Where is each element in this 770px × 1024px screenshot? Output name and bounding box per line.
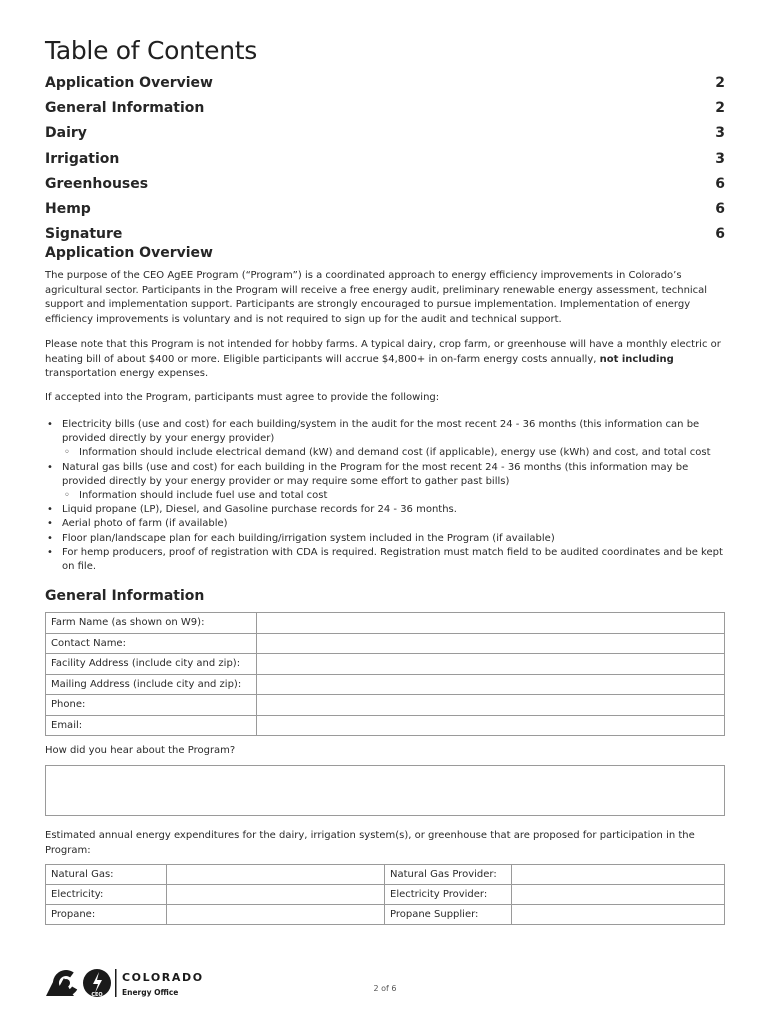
mailing-address-field[interactable] [257,674,725,695]
contact-name-field[interactable] [257,633,725,654]
sub-list-item: ◦ Information should include fuel use and total cost [62,489,730,503]
requirements-list [45,418,730,574]
natural-gas-cost-field[interactable] [167,865,385,885]
natural-gas-provider-field[interactable] [512,865,725,885]
section-heading-overview: Application Overview [45,245,213,261]
toc-entry-page: 6 [715,226,725,243]
table-row [46,695,725,716]
logo-subtitle: Energy Office [122,988,179,997]
propane-cost-field[interactable] [167,905,385,925]
toc-entry[interactable] [45,222,725,247]
field-label: Farm Name (as shown on W9): [46,613,257,634]
table-row [46,865,725,885]
table-row [46,633,725,654]
badge-label: CEO [91,992,103,998]
field-label: Propane: [46,905,167,925]
list-item: • For hemp producers, proof of registration with CDA is required. Registration must match field to be audited coordinates and be kept on file. [45,546,730,574]
section-heading-general: General Information [45,588,205,604]
hobby-farm-note [45,338,730,382]
field-label: Phone: [46,695,257,716]
list-item: • Aerial photo of farm (if available) [45,517,730,531]
table-row [46,905,725,925]
propane-supplier-field[interactable] [512,905,725,925]
table-row [46,674,725,695]
sub-list [62,446,730,460]
overview-paragraph: The purpose of the CEO AgEE Program (“Program”) is a coordinated approach to energy efficiency improvements in Colorado’s agricultural sector. Participants in the Program will receive a free energy audit, preliminary renewable energy assessment, technical support and implementation support. Participants are strongly encouraged to pursue implementation. Implementation of energy efficiency improvements is voluntary and is not required to sign up for the audit and technical support. [45,270,708,325]
toc-entry[interactable] [45,171,725,196]
toc-entry-label: Application Overview [45,74,213,91]
field-label: Electricity Provider: [385,885,512,905]
toc-entry-label: General Information [45,99,205,116]
toc-entry-label: Dairy [45,125,87,142]
toc-entry[interactable] [45,196,725,221]
table-of-contents [45,70,725,247]
field-label: Propane Supplier: [385,905,512,925]
toc-entry-page: 2 [715,99,725,116]
field-label: Natural Gas: [46,865,167,885]
requirements-intro: If accepted into the Program, participants must agree to provide the following: [45,392,440,403]
toc-entry-label: Signature [45,226,123,243]
electricity-provider-field[interactable] [512,885,725,905]
toc-entry[interactable] [45,70,725,95]
note-emphasis: not including [599,353,674,365]
toc-entry[interactable] [45,95,725,120]
email-field[interactable] [257,715,725,736]
list-item-text: Electricity bills (use and cost) for each building/system in the audit for the most recent 24 - 36 months (this information can be provided directly by your energy provider) [62,419,700,445]
list-item [45,418,730,461]
note-text: Please note that this Program is not intended for hobby farms. A typical dairy, crop farm, or greenhouse will have a monthly electric or heating bill of about $400 or more. Eligible participants will accrue $4,800+ in on-farm energy costs annually, [45,339,721,365]
page-number: 2 of 6 [373,984,397,993]
field-label: Contact Name: [46,633,257,654]
table-row [46,885,725,905]
field-label: Email: [46,715,257,736]
energy-expenditure-table [45,864,725,925]
table-row [46,654,725,675]
note-text-end: transportation energy expenses. [45,368,209,380]
table-row [46,613,725,634]
sub-list [62,489,730,503]
field-label: Natural Gas Provider: [385,865,512,885]
expenditures-intro: Estimated annual energy expenditures for the dairy, irrigation system(s), or greenhouse that are proposed for participation in the Program: [45,830,695,856]
list-item: • Liquid propane (LP), Diesel, and Gasoline purchase records for 24 - 36 months. [45,503,730,517]
toc-entry-page: 3 [715,125,725,142]
toc-title: Table of Contents [45,36,257,65]
toc-entry-label: Hemp [45,201,91,218]
list-item [45,461,730,504]
toc-entry[interactable] [45,121,725,146]
facility-address-field[interactable] [257,654,725,675]
field-label: Mailing Address (include city and zip): [46,674,257,695]
list-item: • Floor plan/landscape plan for each building/irrigation system included in the Program (if available) [45,532,730,546]
hear-about-question: How did you hear about the Program? [45,745,236,756]
list-item-text: Natural gas bills (use and cost) for each building in the Program for the most recent 24 - 36 months (this information may be provided directly by your energy provider or may require some effort to gather past bills) [62,461,689,487]
toc-entry-label: Greenhouses [45,175,149,192]
toc-entry-page: 2 [715,74,725,91]
field-label: Electricity: [46,885,167,905]
table-row [46,715,725,736]
field-label: Facility Address (include city and zip): [46,654,257,675]
hear-about-textarea[interactable] [45,765,725,816]
farm-name-field[interactable] [257,613,725,634]
electricity-cost-field[interactable] [167,885,385,905]
general-info-table [45,612,725,736]
logo-wordmark: COLORADO [122,971,204,984]
toc-entry-page: 6 [715,175,725,192]
toc-entry[interactable] [45,146,725,171]
toc-entry-page: 3 [715,150,725,167]
sub-list-item: ◦ Information should include electrical demand (kW) and demand cost (if applicable), energy use (kWh) and cost, and total cost [62,446,730,460]
toc-entry-page: 6 [715,201,725,218]
toc-entry-label: Irrigation [45,150,120,167]
colorado-energy-office-logo [44,966,214,1000]
phone-field[interactable] [257,695,725,716]
